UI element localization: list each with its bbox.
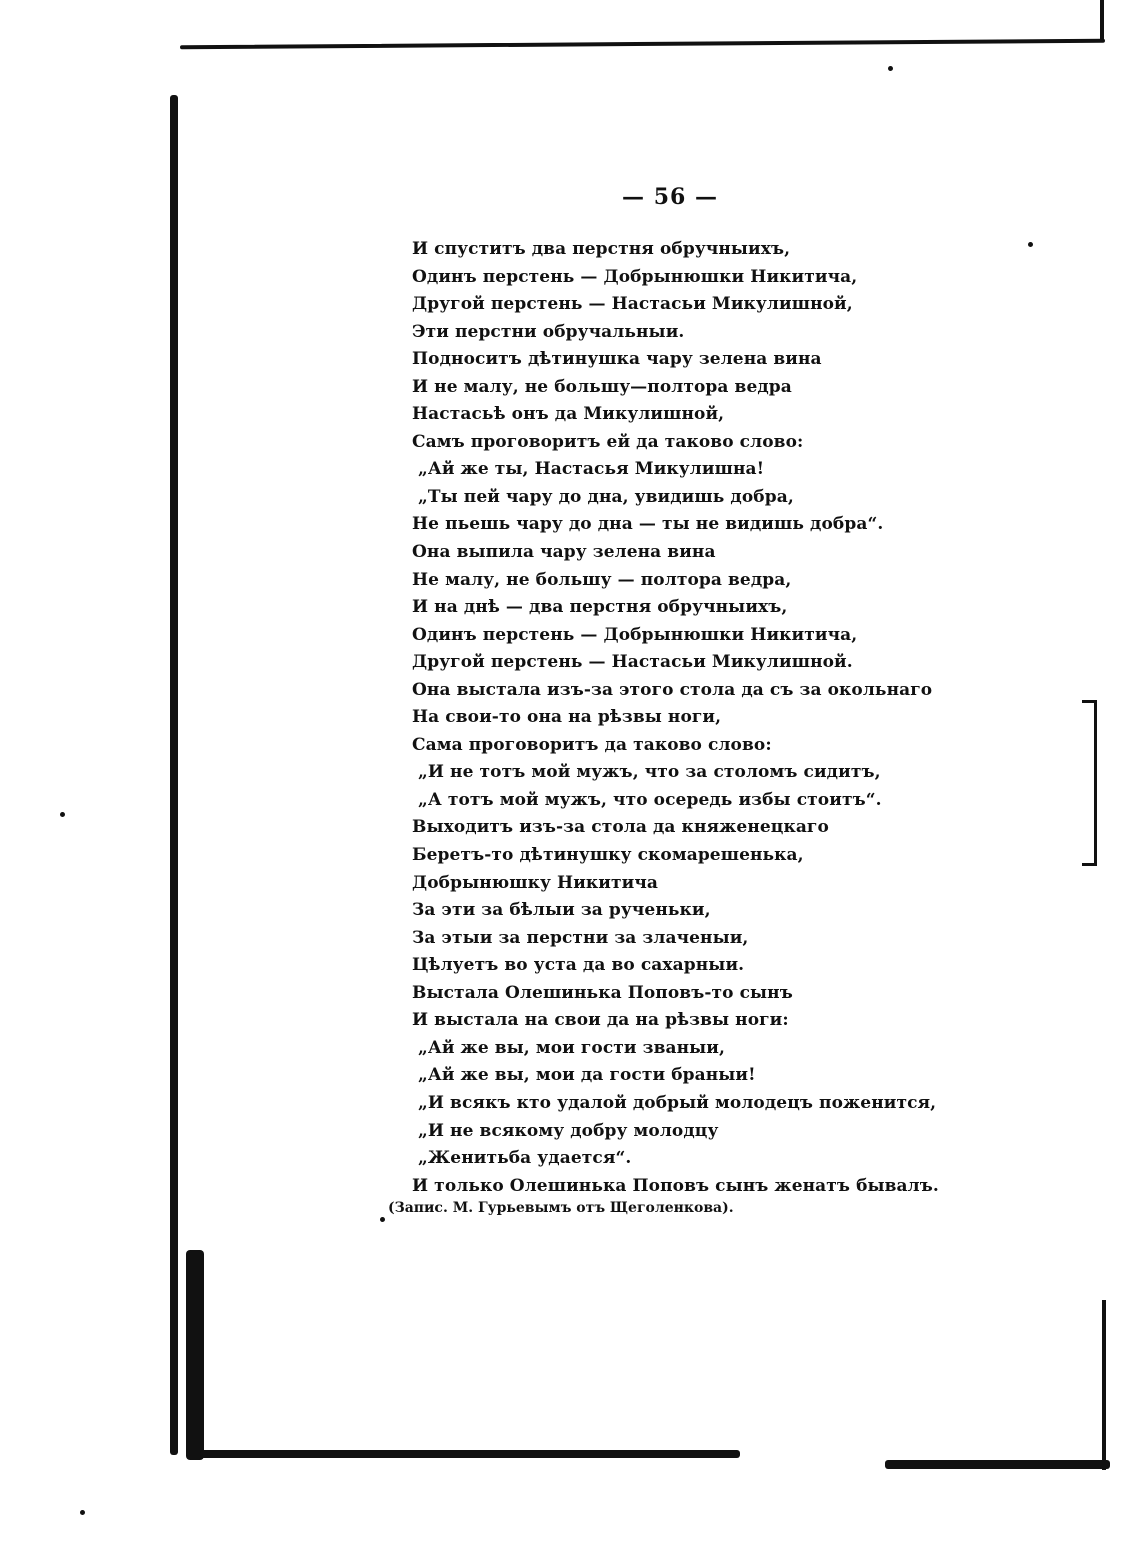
verse-line: Цѣлуетъ во уста да во сахарныи. — [412, 955, 745, 976]
verse-line: За эти за бѣлыи за рученьки, — [412, 900, 711, 921]
verse-line: За этыи за перстни за злаченыи, — [412, 927, 749, 948]
scan-edge-left-thick — [186, 1250, 204, 1460]
verse-line: „И всякъ кто удалой добрый молодецъ поженится, — [418, 1092, 937, 1113]
verse-line: Другой перстень — Настасьи Микулишной, — [412, 294, 853, 315]
verse-line: Настасьѣ онъ да Микулишной, — [412, 404, 725, 425]
verse-line: Не малу, не большу — полтора ведра, — [412, 569, 792, 590]
page-number: — 56 — — [622, 184, 718, 210]
scan-edge-top — [180, 39, 1105, 49]
scan-edge-left — [170, 95, 178, 1455]
verse-line: Одинъ перстень — Добрынюшки Никитича, — [412, 624, 858, 645]
verse-line: „Ай же вы, мои да гости браныи! — [418, 1065, 756, 1086]
verse-line: Она выстала изъ-за этого стола да съ за окольнаго — [412, 679, 933, 700]
verse-line: Не пьешь чару до дна — ты не видишь добра“. — [412, 514, 884, 535]
verse-line: Подноситъ дѣтинушка чару зелена вина — [412, 349, 822, 370]
ink-speck — [80, 1510, 85, 1515]
verse-line: И на днѣ — два перстня обручныихъ, — [412, 597, 788, 618]
ink-speck — [380, 1217, 385, 1222]
scan-edge-bottom — [200, 1450, 740, 1458]
verse-line: На свои-то она на рѣзвы ноги, — [412, 707, 722, 728]
ink-speck — [888, 66, 893, 71]
ink-speck — [60, 812, 65, 817]
attribution-note: (Запис. М. Гурьевымъ отъ Щеголенкова). — [388, 1200, 734, 1216]
scan-edge-bottom-right — [885, 1460, 1110, 1469]
verse-line: Она выпила чару зелена вина — [412, 542, 716, 563]
verse-line: Беретъ-то дѣтинушку скомарешенька, — [412, 845, 804, 866]
verse-line: „Ты пей чару до дна, увидишь добра, — [418, 486, 794, 507]
verse-line: „Женитьба удается“. — [418, 1148, 632, 1169]
verse-line: И спуститъ два перстня обручныихъ, — [412, 239, 791, 259]
verse-line: Добрынюшку Никитича — [412, 872, 659, 893]
scan-edge-right-top — [1100, 0, 1104, 42]
verse-line: Сама проговоритъ да таково слово: — [412, 734, 772, 755]
verse-line: Выстала Олешинька Поповъ-то сынъ — [412, 982, 793, 1003]
verse-line: „И не всякому добру молодцу — [418, 1120, 719, 1141]
verse-line: И не малу, не большу—полтора ведра — [412, 376, 792, 397]
verse-line: Выходитъ изъ-за стола да княженецкаго — [412, 817, 829, 838]
scan-edge-right-bottom — [1102, 1300, 1106, 1470]
verse-text — [412, 236, 972, 1200]
verse-line: „А тотъ мой мужъ, что осередь избы стоитъ“. — [418, 789, 882, 810]
verse-line: И только Олешинька Поповъ сынъ женатъ бывалъ. — [412, 1175, 939, 1196]
verse-line: „Ай же ты, Настасья Микулишна! — [418, 459, 765, 480]
verse-line: „Ай же вы, мои гости званыи, — [418, 1037, 726, 1058]
verse-line: Эти перстни обручальныи. — [412, 321, 685, 342]
margin-bracket — [1082, 700, 1097, 866]
ink-speck — [1028, 242, 1033, 247]
verse-line: Самъ проговоритъ ей да таково слово: — [412, 431, 804, 452]
verse-line: „И не тотъ мой мужъ, что за столомъ сидитъ, — [418, 762, 881, 783]
verse-line: Одинъ перстень — Добрынюшки Никитича, — [412, 266, 858, 287]
verse-line: И выстала на свои да на рѣзвы ноги: — [412, 1010, 789, 1031]
verse-line: Другой перстень — Настасьи Микулишной. — [412, 652, 853, 673]
